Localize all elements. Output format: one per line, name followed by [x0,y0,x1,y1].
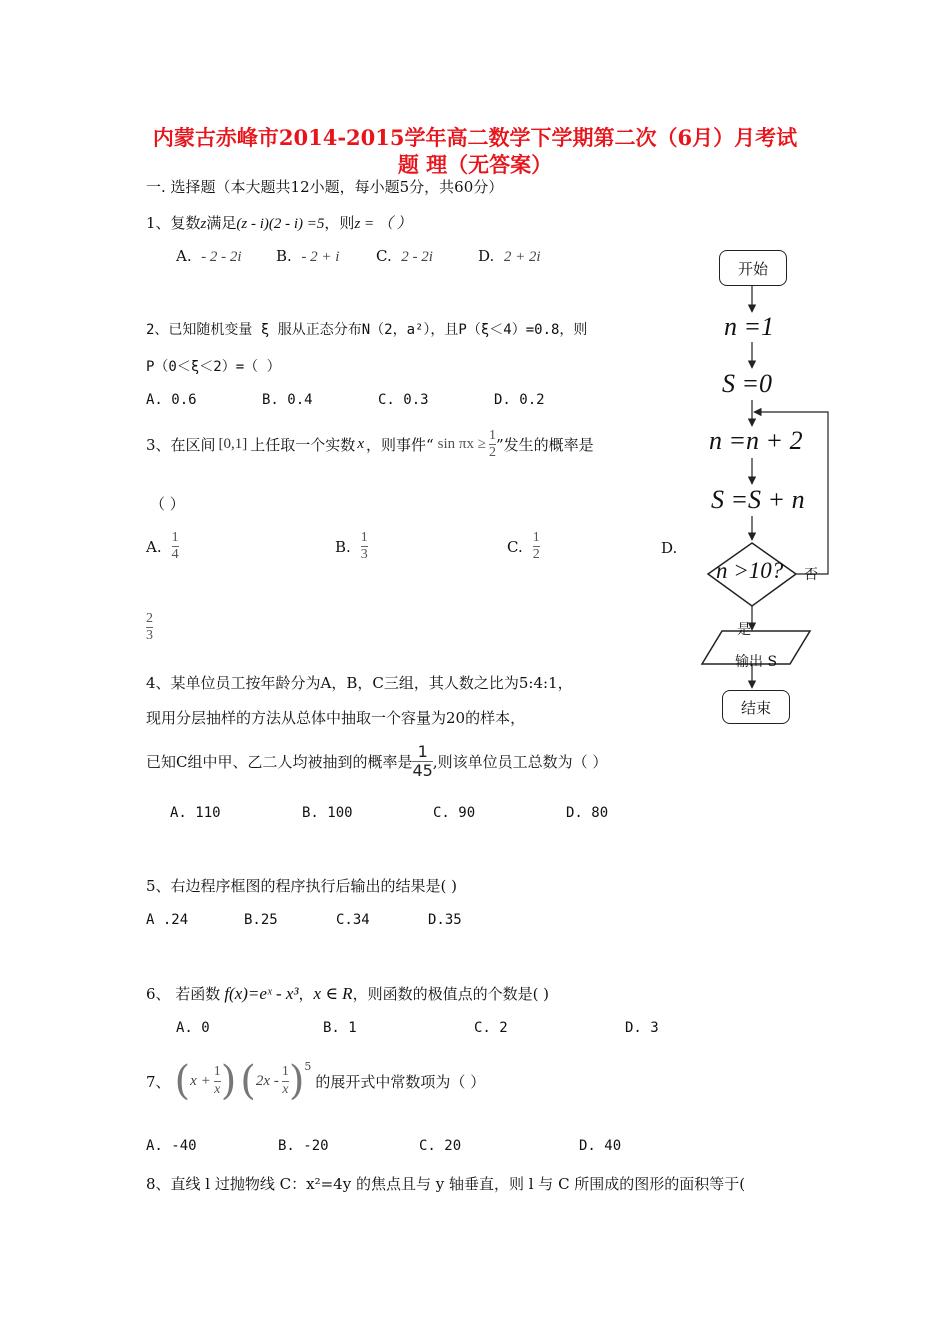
q7-frac2-num: 1 [281,1064,289,1080]
flowchart-init-s: S =0 [722,369,773,398]
q4-frac-den: 45 [412,761,433,781]
q3-option-d-label: D. [661,539,678,557]
q6-domain: x ∈ R [313,983,353,1003]
question-4-line2: 现用分层抽样的方法从总体中抽取一个容量为20的样本， [146,709,526,727]
q3-mid2: ，则事件“ [365,436,434,455]
q6-option-d: D. 3 [625,1020,659,1036]
q6-prefix: 6、 若函数 [146,985,221,1003]
q6-suffix: ，则函数的极值点的个数是( ) [352,985,550,1003]
q7-suffix: 的展开式中常数项为（ ） [315,1072,486,1091]
section-heading: 一. 选择题（本大题共12小题，每小题5分，共60分） [146,178,504,196]
q1-option-c-value: 2 - 2i [401,249,433,265]
q3-expr: sin πx ≥ [437,436,486,453]
q7-prefix: 7、 [146,1072,171,1091]
q1-option-a [176,247,242,266]
q3-prefix: 3、在区间 [146,436,216,455]
q4-option-b: B. 100 [302,805,353,821]
q7-fraction-2 [282,1064,289,1097]
q3-option-b [335,530,368,563]
q5-option-a: A .24 [146,912,189,928]
q2-option-b: B. 0.4 [262,392,313,408]
q7-frac1-den: x [214,1081,221,1097]
question-4-line1: 4、某单位员工按年龄分为A，B，C三组，其人数之比为5:4:1， [146,674,573,692]
question-5-stem: 5、右边程序框图的程序执行后输出的结果是( ) [146,877,458,895]
q2-option-c: C. 0.3 [378,392,429,408]
flowchart-step-n: n =n + 2 [709,426,803,455]
q6-option-a: A. 0 [176,1020,210,1036]
q1-suffix: ，则 [324,214,355,232]
q3-option-c-num: 1 [532,530,540,545]
q3-answer-paren: （ ） [150,495,185,513]
q3-option-c-den: 2 [532,547,540,563]
q5-option-b: B.25 [244,912,278,928]
q7-option-d: D. 40 [579,1138,622,1154]
q7-left-expr: x + [190,1072,211,1089]
q1-expr: (z - i)(2 - i) =5 [236,216,325,232]
q7-frac2-den: x [282,1081,289,1097]
q1-option-c [376,247,433,266]
q4-option-a: A. 110 [170,805,221,821]
q4-fraction [412,743,432,781]
flowchart-step-s: S =S + n [711,485,805,514]
q1-option-b [276,247,339,266]
q3-interval: [0,1] [218,436,248,453]
q3-option-c [507,530,540,563]
q1-option-a-label: A. [176,247,192,265]
q3-mid: 上任取一个实数 [250,436,356,455]
q7-power: 5 [304,1060,312,1073]
q4-frac-num: 1 [417,742,428,761]
q3-option-a [146,530,179,563]
flowchart-init-n: n =1 [724,312,775,341]
q2-option-d: D. 0.2 [494,392,545,408]
question-2-line2: P（0＜ξ＜2）=（ ） [146,359,281,375]
q6-option-c: C. 2 [474,1020,508,1036]
q3-var: x [357,436,364,453]
q3-suffix: ”发生的概率是 [495,436,594,455]
q1-option-c-label: C. [376,247,392,265]
flowchart-yes-label: 是 [737,622,751,638]
q4-line3-prefix: 已知C组中甲、乙二人均被抽到的概率是 [146,753,413,772]
q1-option-d-value: 2 + 2i [503,249,541,265]
q3-frac-den: 2 [488,445,496,461]
q1-option-b-value: - 2 + i [301,249,340,265]
q7-frac1-num: 1 [213,1064,221,1080]
flowchart-condition-text: n >10? [716,558,784,583]
q7-option-b: B. -20 [278,1138,329,1154]
q5-option-d: D.35 [428,912,462,928]
q3-frac-num: 1 [488,428,496,443]
q1-option-d [478,247,541,266]
q1-option-a-value: - 2 - 2i [201,249,242,265]
q1-option-b-label: B. [276,247,292,265]
q3-option-a-label: A. [146,537,162,556]
q7-option-a: A. -40 [146,1138,197,1154]
q2-option-a: A. 0.6 [146,392,197,408]
q1-var: z [200,216,207,232]
q3-option-d-value [146,611,153,644]
q1-mid: 满足 [206,214,237,232]
q3-option-b-num: 1 [360,530,368,545]
question-6-stem [146,983,549,1004]
q4-line3-suffix: ,则该单位员工总数为（ ） [432,753,608,772]
q6-mid: ， [298,985,314,1003]
q7-fraction-1 [214,1064,221,1097]
q3-option-b-label: B. [335,537,351,556]
question-8-stem: 8、直线 l 过抛物线 C：x²=4y 的焦点且与 y 轴垂直，则 l 与 C 所围成的图形的面积等于( [146,1175,746,1193]
q3-option-c-label: C. [507,537,523,556]
q4-option-c: C. 90 [433,805,476,821]
document-title-line2: 题 理（无答案） [397,152,553,177]
question-1-stem [146,212,412,233]
document-title-line1: 内蒙古赤峰市2014-2015学年高二数学下学期第二次（6月）月考试 [152,125,798,150]
question-2-line1: 2、已知随机变量 ξ 服从正态分布N（2，a²），且P（ξ＜4）=0.8，则 [146,322,588,338]
flowchart-no-label: 否 [804,567,818,583]
q3-option-a-den: 4 [171,547,179,563]
flowchart-end: 结束 [722,690,790,724]
q7-option-c: C. 20 [419,1138,462,1154]
question-7-stem: 7、 ( x + $\frac{1}{x}$ ) ( 2x - $\frac{1}{x}$ ) 5 的展开式中常数项为（ ） [146,1058,486,1104]
q1-prefix: 1、复数 [146,214,201,232]
q1-option-d-label: D. [478,247,495,265]
q3-option-d-num: 2 [146,611,153,626]
question-3-stem [146,428,594,461]
q6-expr: f(x)=eˣ - x³ [224,983,299,1003]
q3-option-b-den: 3 [360,547,368,563]
q5-option-c: C.34 [336,912,370,928]
q3-fraction [489,428,496,461]
flowchart-start: 开始 [719,250,787,286]
question-4-line3 [146,743,607,781]
q4-option-d: D. 80 [566,805,609,821]
q3-option-a-num: 1 [171,530,179,545]
q7-right-expr: 2x - [255,1072,279,1089]
flowchart-output-text: 输出 S [735,654,778,670]
q1-end: z = （ ） [354,216,412,232]
q3-option-d-den: 3 [146,628,153,644]
q6-option-b: B. 1 [323,1020,357,1036]
